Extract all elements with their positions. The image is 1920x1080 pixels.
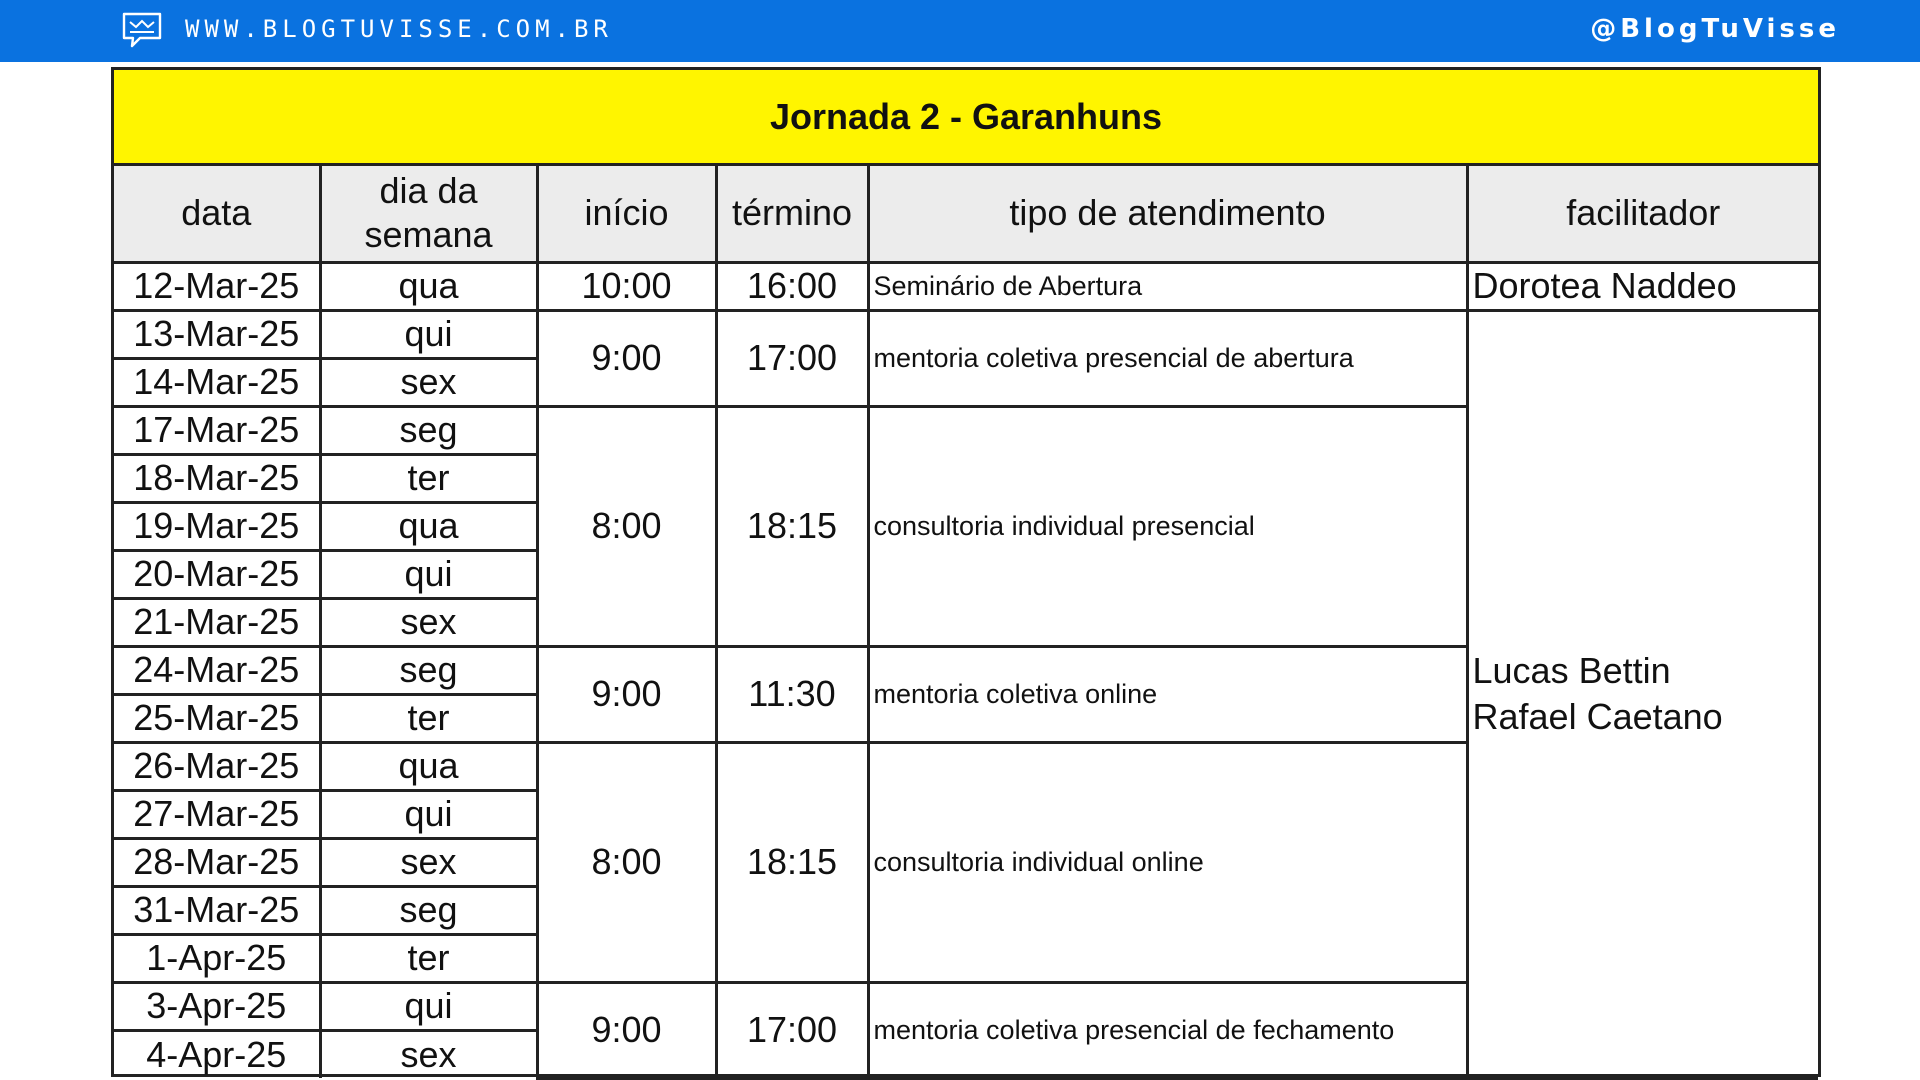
- date-cell: 3-Apr-25: [114, 982, 320, 1030]
- col-header-end: término: [716, 166, 868, 262]
- date-cell: 14-Mar-25: [114, 358, 320, 406]
- session-type-cell: consultoria individual presencial: [868, 406, 1467, 646]
- weekday-cell: sex: [320, 1030, 537, 1078]
- start-time-cell: 8:00: [537, 406, 716, 646]
- header-row: [114, 166, 1818, 262]
- col-header-facilitator: facilitador: [1467, 166, 1818, 262]
- weekday-cell: sex: [320, 358, 537, 406]
- end-time-cell: 18:15: [716, 742, 868, 982]
- weekday-cell: qui: [320, 790, 537, 838]
- table-row: [114, 310, 1818, 358]
- col-header-weekday-line1: dia da: [379, 170, 478, 212]
- weekday-cell: seg: [320, 646, 537, 694]
- weekday-cell: sex: [320, 598, 537, 646]
- weekday-cell: ter: [320, 934, 537, 982]
- date-cell: 19-Mar-25: [114, 502, 320, 550]
- site-url[interactable]: WWW.BLOGTUVISSE.COM.BR: [185, 15, 613, 43]
- col-header-type: tipo de atendimento: [868, 166, 1467, 262]
- end-time-cell: 11:30: [716, 646, 868, 742]
- facilitator-main-cell: [1467, 310, 1818, 1078]
- col-header-start: início: [537, 166, 716, 262]
- date-cell: 21-Mar-25: [114, 598, 320, 646]
- start-time-cell: 10:00: [537, 262, 716, 310]
- col-header-date: data: [114, 166, 320, 262]
- weekday-cell: qua: [320, 742, 537, 790]
- chat-bubble-icon: [120, 11, 164, 49]
- session-type-cell: mentoria coletiva online: [868, 646, 1467, 742]
- weekday-cell: ter: [320, 454, 537, 502]
- weekday-cell: qui: [320, 982, 537, 1030]
- start-time-cell: 9:00: [537, 646, 716, 742]
- top-banner: [0, 0, 1920, 62]
- weekday-cell: qua: [320, 262, 537, 310]
- start-time-cell: 8:00: [537, 742, 716, 982]
- session-type-cell: mentoria coletiva presencial de abertura: [868, 310, 1467, 406]
- date-cell: 25-Mar-25: [114, 694, 320, 742]
- col-header-weekday: [320, 166, 537, 262]
- schedule-table: [114, 166, 1818, 1080]
- facilitator-name: Rafael Caetano: [1472, 696, 1723, 737]
- date-cell: 27-Mar-25: [114, 790, 320, 838]
- date-cell: 18-Mar-25: [114, 454, 320, 502]
- date-cell: 12-Mar-25: [114, 262, 320, 310]
- facilitator-name: Lucas Bettin: [1472, 650, 1671, 691]
- weekday-cell: qui: [320, 310, 537, 358]
- session-type-cell: consultoria individual online: [868, 742, 1467, 982]
- date-cell: 1-Apr-25: [114, 934, 320, 982]
- date-cell: 31-Mar-25: [114, 886, 320, 934]
- date-cell: 28-Mar-25: [114, 838, 320, 886]
- schedule-sheet: [111, 67, 1821, 1077]
- col-header-weekday-line2: semana: [364, 214, 493, 256]
- date-cell: 17-Mar-25: [114, 406, 320, 454]
- weekday-cell: ter: [320, 694, 537, 742]
- end-time-cell: 16:00: [716, 262, 868, 310]
- date-cell: 26-Mar-25: [114, 742, 320, 790]
- weekday-cell: seg: [320, 406, 537, 454]
- date-cell: 4-Apr-25: [114, 1030, 320, 1078]
- start-time-cell: 9:00: [537, 310, 716, 406]
- session-type-cell: Seminário de Abertura: [868, 262, 1467, 310]
- social-handle[interactable]: @BlogTuVisse: [1590, 14, 1840, 44]
- schedule-title: Jornada 2 - Garanhuns: [114, 70, 1818, 166]
- session-type-cell: mentoria coletiva presencial de fechamento: [868, 982, 1467, 1078]
- weekday-cell: qua: [320, 502, 537, 550]
- end-time-cell: 17:00: [716, 310, 868, 406]
- weekday-cell: sex: [320, 838, 537, 886]
- start-time-cell: 9:00: [537, 982, 716, 1078]
- weekday-cell: seg: [320, 886, 537, 934]
- table-row: [114, 262, 1818, 310]
- end-time-cell: 17:00: [716, 982, 868, 1078]
- facilitator-opening-cell: Dorotea Naddeo: [1467, 262, 1818, 310]
- weekday-cell: qui: [320, 550, 537, 598]
- date-cell: 24-Mar-25: [114, 646, 320, 694]
- date-cell: 20-Mar-25: [114, 550, 320, 598]
- end-time-cell: 18:15: [716, 406, 868, 646]
- date-cell: 13-Mar-25: [114, 310, 320, 358]
